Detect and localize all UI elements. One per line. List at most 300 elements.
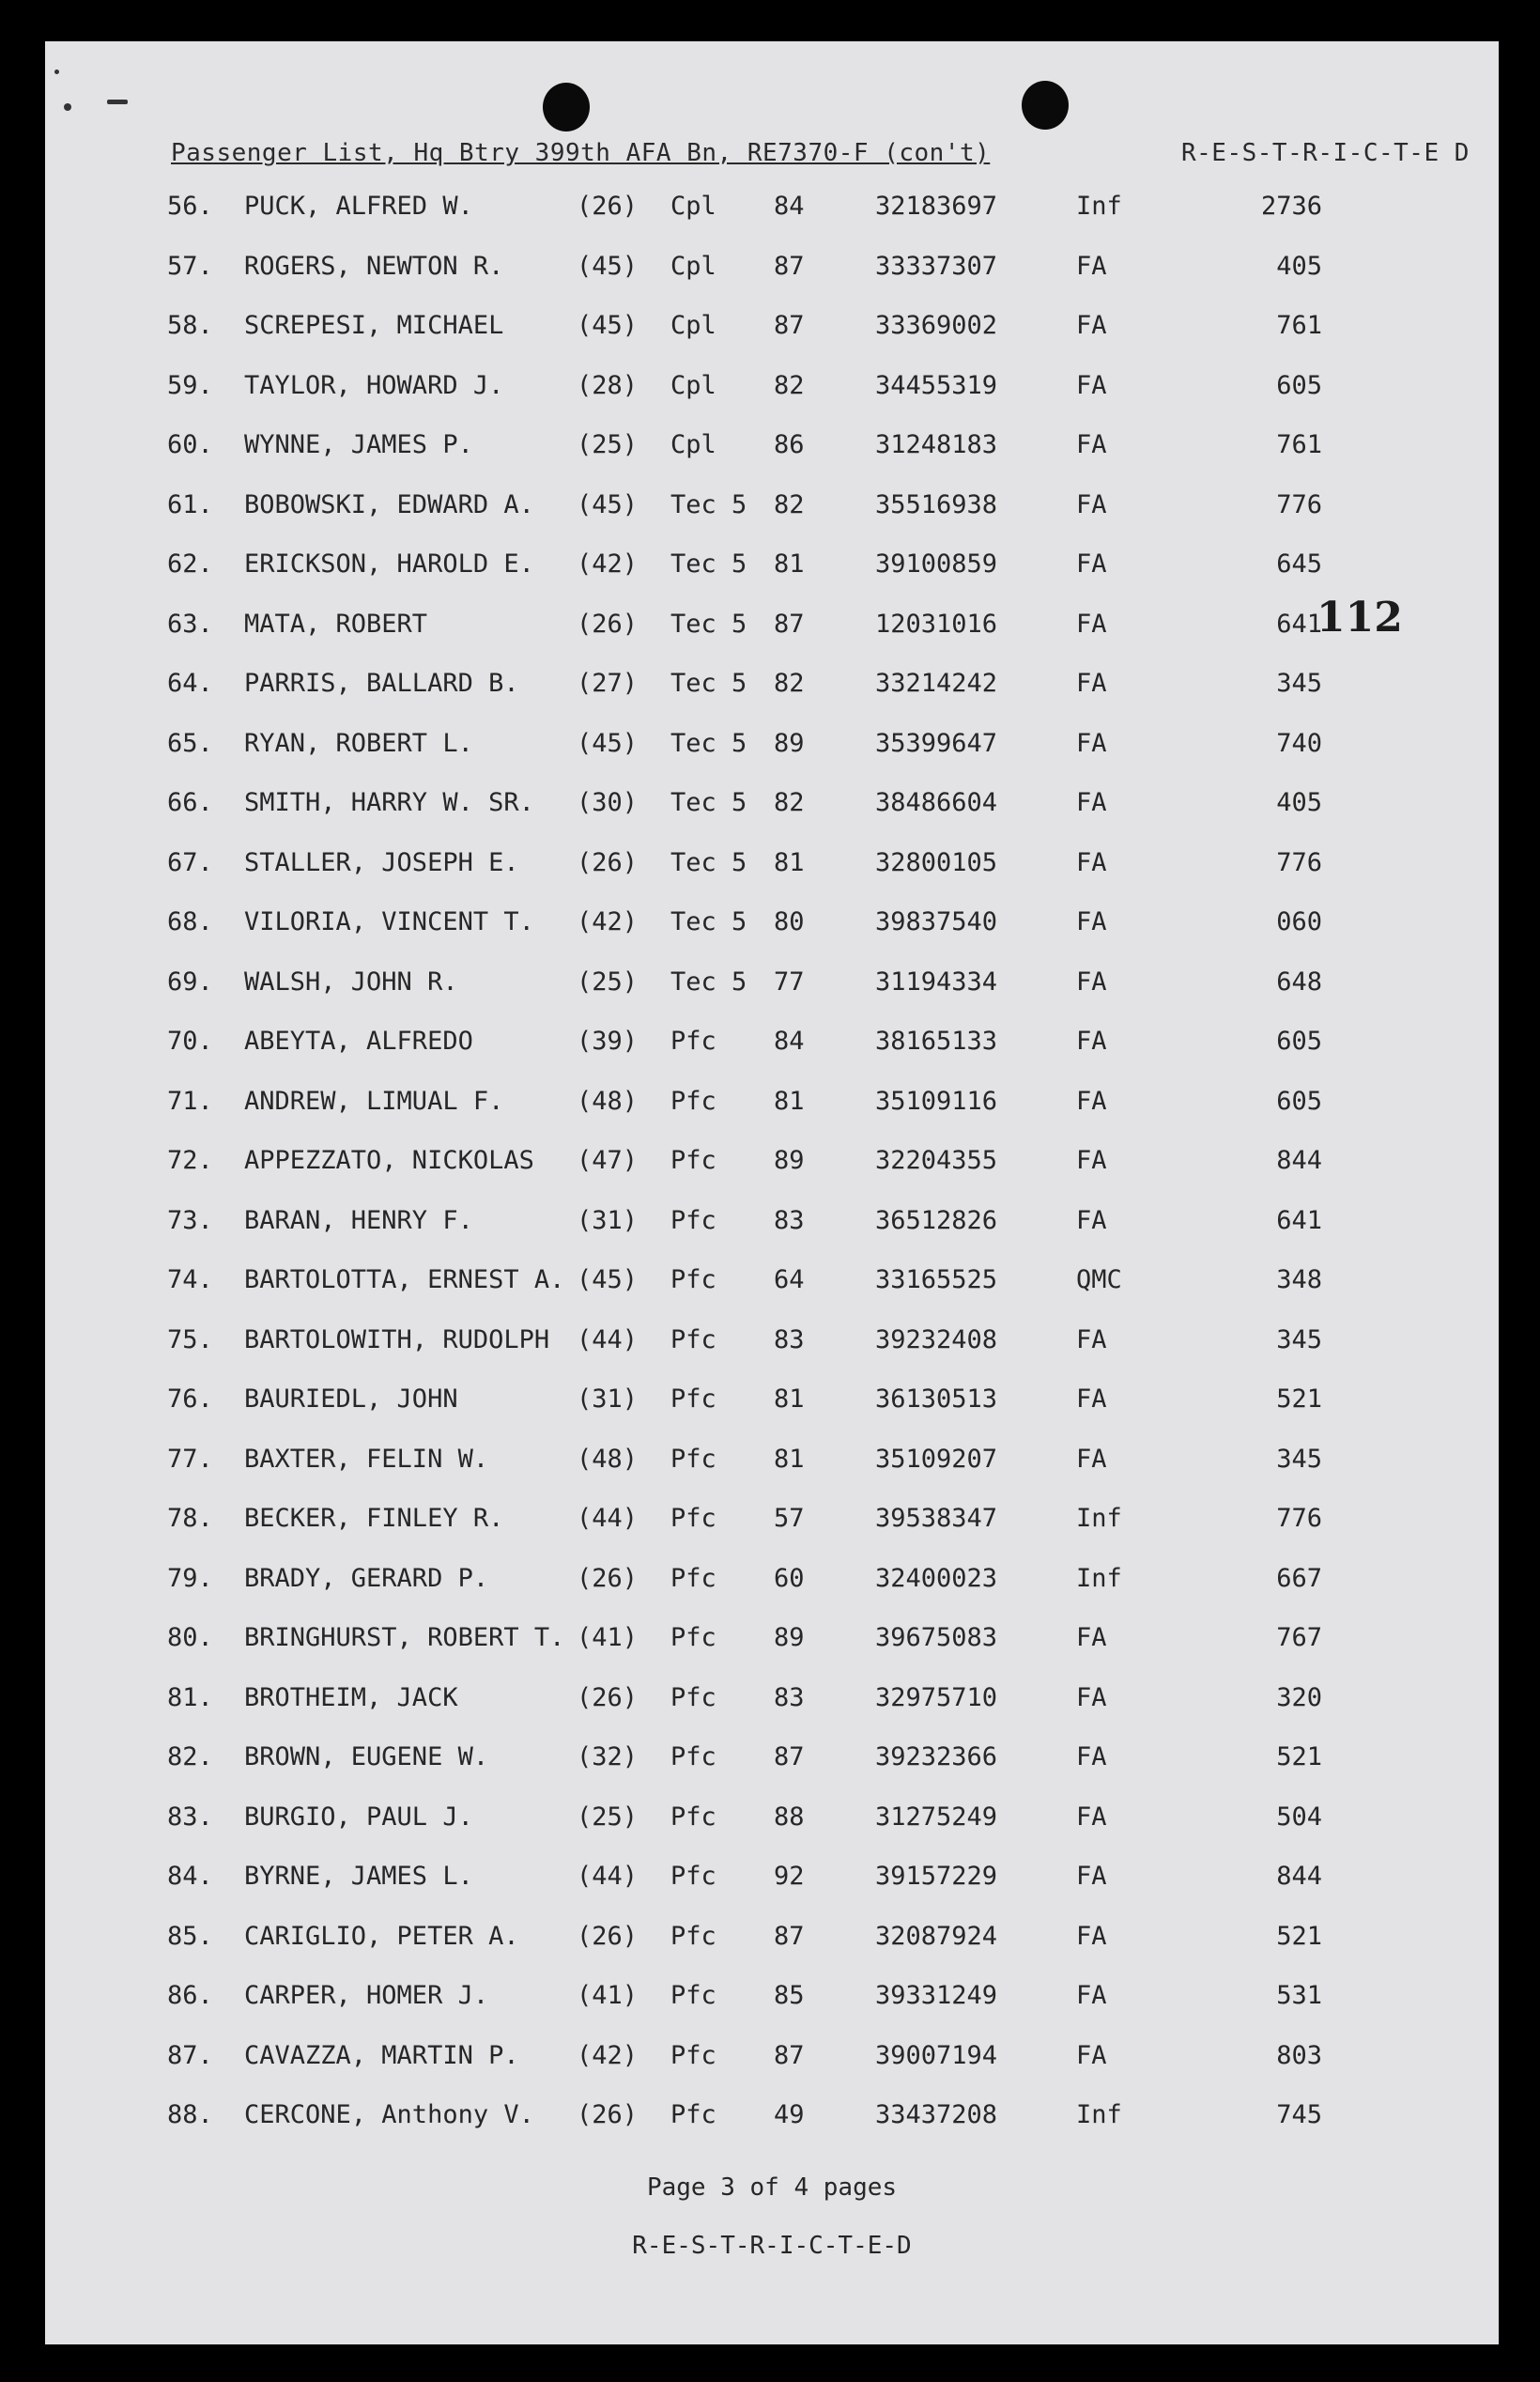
mos-code: 776	[1276, 1504, 1322, 1533]
table-row	[45, 252, 1499, 293]
passenger-score: 88	[774, 1802, 805, 1832]
passenger-name: BRADY, GERARD P.	[244, 1564, 489, 1593]
serial-number: 39538347	[875, 1504, 998, 1533]
passenger-rank: Pfc	[670, 1504, 716, 1533]
service-branch: FA	[1076, 669, 1107, 698]
row-number: 56.	[167, 192, 213, 221]
serial-number: 32204355	[875, 1146, 998, 1175]
serial-number: 39100859	[875, 549, 998, 579]
serial-number: 39232366	[875, 1742, 998, 1771]
passenger-score: 82	[774, 788, 805, 817]
table-row	[45, 1742, 1499, 1784]
mos-code: 844	[1276, 1862, 1322, 1891]
passenger-rank: Tec 5	[670, 848, 747, 877]
passenger-age: (26)	[577, 192, 639, 221]
passenger-age: (31)	[577, 1384, 639, 1414]
table-row	[45, 788, 1499, 829]
passenger-age: (45)	[577, 252, 639, 281]
service-branch: FA	[1076, 1445, 1107, 1474]
passenger-list-title: Passenger List, Hq Btry 399th AFA Bn, RE7370-F (con't)	[171, 139, 991, 167]
passenger-rank: Cpl	[670, 371, 716, 400]
service-branch: FA	[1076, 549, 1107, 579]
table-row	[45, 2100, 1499, 2142]
serial-number: 39837540	[875, 907, 998, 936]
passenger-rank: Pfc	[670, 1265, 716, 1294]
passenger-age: (45)	[577, 490, 639, 519]
passenger-name: BROTHEIM, JACK	[244, 1683, 458, 1712]
passenger-score: 81	[774, 1087, 805, 1116]
table-row	[45, 848, 1499, 889]
serial-number: 36130513	[875, 1384, 998, 1414]
passenger-rank: Tec 5	[670, 967, 747, 997]
mos-code: 761	[1276, 430, 1322, 459]
passenger-name: BARTOLOTTA, ERNEST A.	[244, 1265, 565, 1294]
table-row	[45, 1981, 1499, 2022]
passenger-name: BROWN, EUGENE W.	[244, 1742, 489, 1771]
passenger-name: BURGIO, PAUL J.	[244, 1802, 473, 1832]
serial-number: 31248183	[875, 430, 998, 459]
row-number: 74.	[167, 1265, 213, 1294]
service-branch: FA	[1076, 1146, 1107, 1175]
table-row	[45, 1265, 1499, 1307]
row-number: 86.	[167, 1981, 213, 2010]
serial-number: 39232408	[875, 1325, 998, 1354]
mos-code: 605	[1276, 371, 1322, 400]
service-branch: FA	[1076, 848, 1107, 877]
table-row	[45, 1862, 1499, 1903]
mos-code: 521	[1276, 1922, 1322, 1951]
passenger-age: (45)	[577, 729, 639, 758]
passenger-age: (48)	[577, 1087, 639, 1116]
table-row	[45, 907, 1499, 949]
passenger-rank: Pfc	[670, 1146, 716, 1175]
passenger-name: BARTOLOWITH, RUDOLPH	[244, 1325, 550, 1354]
passenger-age: (47)	[577, 1146, 639, 1175]
passenger-name: SMITH, HARRY W. SR.	[244, 788, 534, 817]
passenger-rank: Pfc	[670, 1325, 716, 1354]
row-number: 73.	[167, 1206, 213, 1235]
table-row	[45, 490, 1499, 532]
table-row	[45, 1384, 1499, 1426]
passenger-rank: Cpl	[670, 430, 716, 459]
passenger-age: (25)	[577, 1802, 639, 1832]
passenger-age: (25)	[577, 430, 639, 459]
passenger-rank: Pfc	[670, 1802, 716, 1832]
passenger-rank: Pfc	[670, 1027, 716, 1056]
passenger-rank: Tec 5	[670, 729, 747, 758]
row-number: 76.	[167, 1384, 213, 1414]
mos-code: 605	[1276, 1087, 1322, 1116]
passenger-age: (48)	[577, 1445, 639, 1474]
passenger-score: 89	[774, 729, 805, 758]
mos-code: 345	[1276, 1325, 1322, 1354]
row-number: 65.	[167, 729, 213, 758]
row-number: 81.	[167, 1683, 213, 1712]
serial-number: 35516938	[875, 490, 998, 519]
service-branch: FA	[1076, 1922, 1107, 1951]
passenger-age: (25)	[577, 967, 639, 997]
service-branch: FA	[1076, 1623, 1107, 1652]
passenger-age: (26)	[577, 848, 639, 877]
passenger-score: 83	[774, 1325, 805, 1354]
passenger-age: (31)	[577, 1206, 639, 1235]
table-row	[45, 311, 1499, 352]
row-number: 69.	[167, 967, 213, 997]
serial-number: 33165525	[875, 1265, 998, 1294]
passenger-rank: Pfc	[670, 1623, 716, 1652]
mos-code: 405	[1276, 252, 1322, 281]
passenger-name: VILORIA, VINCENT T.	[244, 907, 534, 936]
service-branch: FA	[1076, 1384, 1107, 1414]
table-row	[45, 1325, 1499, 1367]
passenger-score: 87	[774, 252, 805, 281]
passenger-name: WYNNE, JAMES P.	[244, 430, 473, 459]
service-branch: Inf	[1076, 2100, 1122, 2129]
passenger-rank: Tec 5	[670, 490, 747, 519]
passenger-name: ABEYTA, ALFREDO	[244, 1027, 473, 1056]
mos-code: 345	[1276, 669, 1322, 698]
service-branch: FA	[1076, 2041, 1107, 2070]
passenger-score: 80	[774, 907, 805, 936]
row-number: 72.	[167, 1146, 213, 1175]
service-branch: FA	[1076, 430, 1107, 459]
passenger-score: 86	[774, 430, 805, 459]
page-indicator: Page 3 of 4 pages	[646, 2173, 898, 2202]
passenger-score: 77	[774, 967, 805, 997]
mos-code: 060	[1276, 907, 1322, 936]
passenger-rank: Pfc	[670, 2100, 716, 2129]
passenger-name: BOBOWSKI, EDWARD A.	[244, 490, 534, 519]
mos-code: 2736	[1260, 192, 1322, 221]
table-row	[45, 1922, 1499, 1963]
table-row	[45, 1445, 1499, 1486]
passenger-rank: Pfc	[670, 1862, 716, 1891]
mos-code: 767	[1276, 1623, 1322, 1652]
passenger-name: APPEZZATO, NICKOLAS	[244, 1146, 534, 1175]
passenger-rank: Tec 5	[670, 788, 747, 817]
passenger-name: STALLER, JOSEPH E.	[244, 848, 519, 877]
passenger-name: MATA, ROBERT	[244, 610, 428, 639]
mos-code: 345	[1276, 1445, 1322, 1474]
row-number: 58.	[167, 311, 213, 340]
passenger-age: (26)	[577, 2100, 639, 2129]
service-branch: FA	[1076, 1683, 1107, 1712]
passenger-name: ERICKSON, HAROLD E.	[244, 549, 534, 579]
restricted-stamp-bottom: R-E-S-T-R-I-C-T-E-D	[632, 2232, 912, 2260]
mos-code: 740	[1276, 729, 1322, 758]
serial-number: 34455319	[875, 371, 998, 400]
row-number: 82.	[167, 1742, 213, 1771]
restricted-stamp-top: R-E-S-T-R-I-C-T-E D	[1181, 139, 1470, 167]
table-row	[45, 549, 1499, 591]
passenger-score: 83	[774, 1206, 805, 1235]
punch-hole	[543, 83, 590, 131]
passenger-name: RYAN, ROBERT L.	[244, 729, 473, 758]
passenger-name: CARPER, HOMER J.	[244, 1981, 489, 2010]
service-branch: FA	[1076, 1087, 1107, 1116]
service-branch: FA	[1076, 907, 1107, 936]
passenger-name: PARRIS, BALLARD B.	[244, 669, 519, 698]
row-number: 87.	[167, 2041, 213, 2070]
row-number: 64.	[167, 669, 213, 698]
serial-number: 33369002	[875, 311, 998, 340]
service-branch: QMC	[1076, 1265, 1122, 1294]
service-branch: FA	[1076, 1325, 1107, 1354]
passenger-name: PUCK, ALFRED W.	[244, 192, 473, 221]
passenger-rank: Pfc	[670, 1445, 716, 1474]
passenger-age: (44)	[577, 1325, 639, 1354]
mos-code: 521	[1276, 1742, 1322, 1771]
table-row	[45, 430, 1499, 472]
passenger-score: 87	[774, 311, 805, 340]
serial-number: 39157229	[875, 1862, 998, 1891]
passenger-rank: Pfc	[670, 2041, 716, 2070]
service-branch: Inf	[1076, 1564, 1122, 1593]
passenger-age: (45)	[577, 311, 639, 340]
table-row	[45, 1087, 1499, 1128]
service-branch: FA	[1076, 788, 1107, 817]
row-number: 66.	[167, 788, 213, 817]
passenger-name: CARIGLIO, PETER A.	[244, 1922, 519, 1951]
passenger-age: (26)	[577, 610, 639, 639]
passenger-name: BAXTER, FELIN W.	[244, 1445, 489, 1474]
passenger-name: BECKER, FINLEY R.	[244, 1504, 504, 1533]
passenger-age: (26)	[577, 1922, 639, 1951]
passenger-rank: Pfc	[670, 1981, 716, 2010]
passenger-age: (45)	[577, 1265, 639, 1294]
passenger-score: 82	[774, 490, 805, 519]
row-number: 59.	[167, 371, 213, 400]
passenger-rank: Tec 5	[670, 549, 747, 579]
serial-number: 12031016	[875, 610, 998, 639]
table-row	[45, 1027, 1499, 1068]
table-row	[45, 669, 1499, 710]
serial-number: 39331249	[875, 1981, 998, 2010]
serial-number: 32975710	[875, 1683, 998, 1712]
passenger-name: ANDREW, LIMUAL F.	[244, 1087, 504, 1116]
mos-code: 605	[1276, 1027, 1322, 1056]
passenger-score: 83	[774, 1683, 805, 1712]
table-row	[45, 371, 1499, 412]
passenger-score: 81	[774, 549, 805, 579]
passenger-name: CAVAZZA, MARTIN P.	[244, 2041, 519, 2070]
table-row	[45, 729, 1499, 770]
passenger-score: 57	[774, 1504, 805, 1533]
mos-code: 405	[1276, 788, 1322, 817]
mos-code: 531	[1276, 1981, 1322, 2010]
table-row	[45, 192, 1499, 233]
passenger-score: 84	[774, 1027, 805, 1056]
passenger-age: (28)	[577, 371, 639, 400]
table-row	[45, 1802, 1499, 1844]
passenger-age: (42)	[577, 2041, 639, 2070]
service-branch: FA	[1076, 1862, 1107, 1891]
passenger-name: BAURIEDL, JOHN	[244, 1384, 458, 1414]
service-branch: FA	[1076, 729, 1107, 758]
document-header	[171, 139, 1470, 177]
passenger-score: 81	[774, 1445, 805, 1474]
serial-number: 38486604	[875, 788, 998, 817]
row-number: 80.	[167, 1623, 213, 1652]
mos-code: 641	[1276, 1206, 1322, 1235]
passenger-age: (26)	[577, 1683, 639, 1712]
row-number: 77.	[167, 1445, 213, 1474]
ink-speck	[54, 70, 59, 74]
table-row	[45, 967, 1499, 1009]
document-page	[45, 41, 1499, 2344]
serial-number: 33214242	[875, 669, 998, 698]
table-row	[45, 1206, 1499, 1247]
table-row	[45, 1623, 1499, 1664]
passenger-rank: Tec 5	[670, 610, 747, 639]
passenger-score: 89	[774, 1623, 805, 1652]
passenger-score: 49	[774, 2100, 805, 2129]
serial-number: 32400023	[875, 1564, 998, 1593]
mos-code: 776	[1276, 848, 1322, 877]
passenger-age: (44)	[577, 1862, 639, 1891]
serial-number: 36512826	[875, 1206, 998, 1235]
passenger-age: (42)	[577, 907, 639, 936]
passenger-age: (27)	[577, 669, 639, 698]
row-number: 68.	[167, 907, 213, 936]
serial-number: 33437208	[875, 2100, 998, 2129]
row-number: 61.	[167, 490, 213, 519]
passenger-score: 64	[774, 1265, 805, 1294]
row-number: 62.	[167, 549, 213, 579]
service-branch: FA	[1076, 311, 1107, 340]
table-row	[45, 610, 1499, 651]
service-branch: FA	[1076, 371, 1107, 400]
mos-code: 844	[1276, 1146, 1322, 1175]
row-number: 71.	[167, 1087, 213, 1116]
mos-code: 641	[1276, 610, 1322, 639]
mos-code: 521	[1276, 1384, 1322, 1414]
passenger-score: 82	[774, 371, 805, 400]
mos-code: 504	[1276, 1802, 1322, 1832]
service-branch: FA	[1076, 490, 1107, 519]
passenger-age: (42)	[577, 549, 639, 579]
passenger-rank: Pfc	[670, 1742, 716, 1771]
passenger-score: 81	[774, 848, 805, 877]
service-branch: FA	[1076, 1742, 1107, 1771]
row-number: 84.	[167, 1862, 213, 1891]
handwritten-page-number: 112	[1317, 594, 1403, 642]
passenger-score: 82	[774, 669, 805, 698]
table-row	[45, 1146, 1499, 1187]
row-number: 70.	[167, 1027, 213, 1056]
passenger-rank: Pfc	[670, 1206, 716, 1235]
ink-speck	[107, 100, 128, 104]
row-number: 88.	[167, 2100, 213, 2129]
ink-speck	[64, 103, 71, 111]
serial-number: 32800105	[875, 848, 998, 877]
mos-code: 667	[1276, 1564, 1322, 1593]
service-branch: FA	[1076, 1206, 1107, 1235]
passenger-name: BRINGHURST, ROBERT T.	[244, 1623, 565, 1652]
passenger-rank: Pfc	[670, 1683, 716, 1712]
passenger-rank: Pfc	[670, 1564, 716, 1593]
mos-code: 803	[1276, 2041, 1322, 2070]
table-row	[45, 1564, 1499, 1605]
mos-code: 761	[1276, 311, 1322, 340]
passenger-age: (30)	[577, 788, 639, 817]
service-branch: Inf	[1076, 192, 1122, 221]
passenger-rank: Tec 5	[670, 669, 747, 698]
passenger-rank: Cpl	[670, 192, 716, 221]
passenger-score: 92	[774, 1862, 805, 1891]
row-number: 60.	[167, 430, 213, 459]
row-number: 79.	[167, 1564, 213, 1593]
passenger-rank: Cpl	[670, 252, 716, 281]
service-branch: FA	[1076, 1981, 1107, 2010]
passenger-score: 87	[774, 610, 805, 639]
mos-code: 348	[1276, 1265, 1322, 1294]
row-number: 85.	[167, 1922, 213, 1951]
service-branch: FA	[1076, 610, 1107, 639]
serial-number: 35109116	[875, 1087, 998, 1116]
mos-code: 320	[1276, 1683, 1322, 1712]
serial-number: 39675083	[875, 1623, 998, 1652]
table-row	[45, 2041, 1499, 2082]
serial-number: 35399647	[875, 729, 998, 758]
serial-number: 32183697	[875, 192, 998, 221]
serial-number: 35109207	[875, 1445, 998, 1474]
mos-code: 648	[1276, 967, 1322, 997]
table-row	[45, 1683, 1499, 1725]
passenger-rank: Tec 5	[670, 907, 747, 936]
passenger-score: 87	[774, 1742, 805, 1771]
serial-number: 31275249	[875, 1802, 998, 1832]
mos-code: 645	[1276, 549, 1322, 579]
punch-hole	[1022, 81, 1069, 130]
mos-code: 776	[1276, 490, 1322, 519]
row-number: 78.	[167, 1504, 213, 1533]
service-branch: FA	[1076, 252, 1107, 281]
passenger-name: WALSH, JOHN R.	[244, 967, 458, 997]
passenger-score: 85	[774, 1981, 805, 2010]
serial-number: 31194334	[875, 967, 998, 997]
row-number: 63.	[167, 610, 213, 639]
passenger-name: BARAN, HENRY F.	[244, 1206, 473, 1235]
serial-number: 39007194	[875, 2041, 998, 2070]
passenger-rank: Pfc	[670, 1384, 716, 1414]
row-number: 75.	[167, 1325, 213, 1354]
serial-number: 33337307	[875, 252, 998, 281]
passenger-name: ROGERS, NEWTON R.	[244, 252, 504, 281]
passenger-name: SCREPESI, MICHAEL	[244, 311, 504, 340]
passenger-score: 89	[774, 1146, 805, 1175]
row-number: 67.	[167, 848, 213, 877]
passenger-score: 81	[774, 1384, 805, 1414]
service-branch: FA	[1076, 1802, 1107, 1832]
service-branch: FA	[1076, 1027, 1107, 1056]
serial-number: 32087924	[875, 1922, 998, 1951]
passenger-score: 84	[774, 192, 805, 221]
passenger-score: 87	[774, 2041, 805, 2070]
service-branch: FA	[1076, 967, 1107, 997]
passenger-name: BYRNE, JAMES L.	[244, 1862, 473, 1891]
passenger-age: (39)	[577, 1027, 639, 1056]
passenger-age: (41)	[577, 1981, 639, 2010]
service-branch: Inf	[1076, 1504, 1122, 1533]
row-number: 83.	[167, 1802, 213, 1832]
passenger-name: CERCONE, Anthony V.	[244, 2100, 534, 2129]
passenger-rank: Cpl	[670, 311, 716, 340]
passenger-age: (32)	[577, 1742, 639, 1771]
passenger-age: (26)	[577, 1564, 639, 1593]
passenger-name: TAYLOR, HOWARD J.	[244, 371, 504, 400]
passenger-score: 87	[774, 1922, 805, 1951]
